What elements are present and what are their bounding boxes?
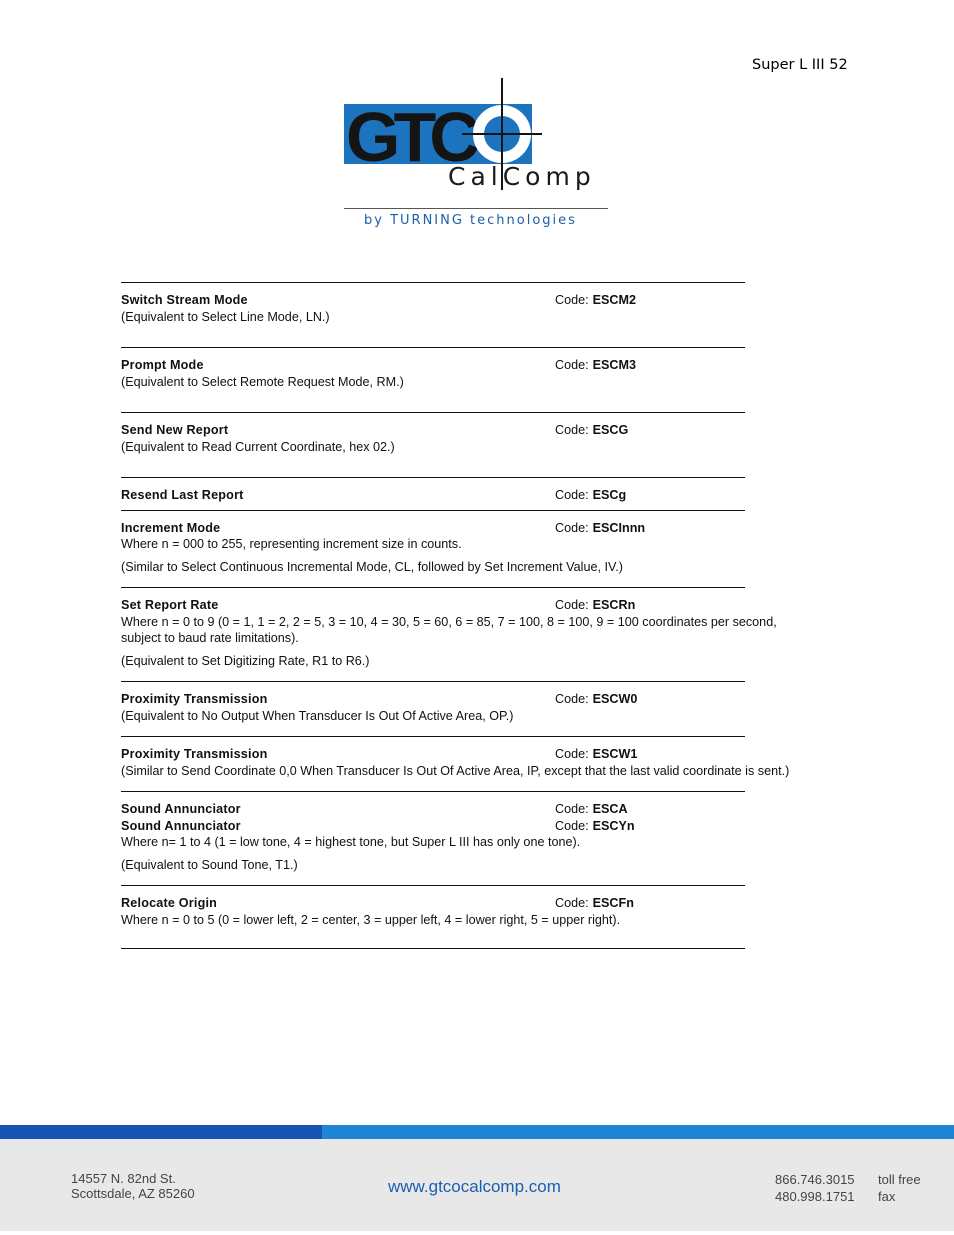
command-code bbox=[555, 691, 637, 708]
code-label: Code: bbox=[555, 293, 589, 307]
command-code bbox=[555, 487, 626, 504]
command-entry bbox=[121, 477, 745, 510]
command-code bbox=[555, 801, 628, 818]
code-label: Code: bbox=[555, 802, 589, 816]
code-value: ESCYn bbox=[592, 818, 635, 833]
code-value: ESCFn bbox=[592, 896, 634, 910]
command-description: Where n= 1 to 4 (1 = low tone, 4 = highest tone, but Super L III has only one tone). bbox=[121, 835, 581, 849]
command-description: Where n = 0 to 9 (0 = 1, 1 = 2, 2 = 5, 3 = 10, 4 = 30, 5 = 60, 6 = 85, 7 = 100, 8 = 100, 9 = 100 coordinates per second, subject to baud rate limitations). bbox=[121, 614, 777, 645]
command-entry bbox=[121, 510, 745, 588]
phone-number: 480.998.1751 bbox=[775, 1189, 855, 1204]
code-label: Code: bbox=[555, 423, 589, 437]
command-title: Switch Stream Mode bbox=[121, 293, 248, 307]
code-value: ESCInnn bbox=[592, 520, 646, 535]
command-description: Where n = 000 to 255, representing increment size in counts. bbox=[121, 537, 462, 551]
logo-divider bbox=[344, 208, 608, 209]
command-title: Increment Mode bbox=[121, 520, 221, 535]
code-label: Code: bbox=[555, 598, 589, 612]
command-description: (Equivalent to Set Digitizing Rate, R1 to R6.) bbox=[121, 653, 370, 668]
footer-panel bbox=[0, 1139, 954, 1231]
command-header-row bbox=[121, 818, 745, 835]
command-title: Proximity Transmission bbox=[121, 692, 268, 706]
command-title: Prompt Mode bbox=[121, 358, 204, 372]
command-title: Proximity Transmission bbox=[121, 747, 268, 761]
page-header: Super L III 52 bbox=[752, 57, 848, 73]
command-entry bbox=[121, 587, 777, 681]
code-value: ESCG bbox=[592, 423, 629, 437]
code-label: Code: bbox=[555, 488, 589, 502]
command-header-row bbox=[121, 746, 745, 763]
command-code bbox=[555, 597, 635, 614]
command-entry bbox=[121, 347, 745, 412]
command-header-row bbox=[121, 292, 745, 309]
command-title: Set Report Rate bbox=[121, 598, 219, 612]
command-header-row bbox=[121, 487, 745, 504]
command-entry bbox=[121, 736, 790, 791]
command-title: Relocate Origin bbox=[121, 896, 218, 910]
command-code bbox=[555, 357, 636, 374]
command-header-row bbox=[121, 801, 745, 818]
code-value: ESCRn bbox=[592, 598, 636, 612]
footer-phones bbox=[775, 1171, 935, 1205]
command-header-row bbox=[121, 520, 745, 537]
command-entry bbox=[121, 885, 745, 949]
command-title: Sound Annunciator bbox=[121, 818, 241, 833]
code-label: Code: bbox=[555, 692, 589, 706]
footer-address bbox=[71, 1171, 195, 1201]
code-label: Code: bbox=[555, 818, 589, 833]
command-title: Send New Report bbox=[121, 423, 229, 437]
command-code bbox=[555, 818, 635, 835]
code-value: ESCA bbox=[592, 802, 628, 816]
command-title: Sound Annunciator bbox=[121, 802, 241, 816]
phone-label: fax bbox=[878, 1189, 896, 1204]
command-header-row bbox=[121, 895, 745, 912]
command-description: (Equivalent to Select Line Mode, LN.) bbox=[121, 309, 330, 324]
phone-row bbox=[775, 1188, 935, 1205]
code-value: ESCW1 bbox=[592, 747, 638, 761]
code-label: Code: bbox=[555, 358, 589, 372]
code-label: Code: bbox=[555, 747, 589, 761]
command-code bbox=[555, 746, 637, 763]
logo-tagline: by TURNING technologies bbox=[364, 213, 577, 228]
command-entry bbox=[121, 681, 745, 736]
address-line: Scottsdale, AZ 85260 bbox=[71, 1186, 195, 1201]
crosshair-icon bbox=[344, 78, 614, 233]
command-code bbox=[555, 520, 645, 537]
footer-accent-bar bbox=[322, 1125, 954, 1139]
command-header-row bbox=[121, 357, 745, 374]
command-code bbox=[555, 292, 636, 309]
address-line: 14557 N. 82nd St. bbox=[71, 1171, 176, 1186]
code-label: Code: bbox=[555, 896, 589, 910]
command-entry bbox=[121, 412, 745, 477]
command-description: (Equivalent to Read Current Coordinate, hex 02.) bbox=[121, 439, 395, 454]
command-header-row bbox=[121, 597, 745, 614]
command-description: Where n = 0 to 5 (0 = lower left, 2 = center, 3 = upper left, 4 = lower right, 5 = upper right). bbox=[121, 912, 621, 927]
code-value: ESCW0 bbox=[592, 692, 638, 706]
phone-number: 866.746.3015 bbox=[775, 1172, 855, 1187]
code-value: ESCM2 bbox=[592, 293, 636, 307]
command-entry bbox=[121, 791, 745, 885]
code-label: Code: bbox=[555, 520, 589, 535]
command-code bbox=[555, 895, 634, 912]
phone-label: toll free bbox=[878, 1172, 921, 1187]
command-description: (Similar to Select Continuous Incremental Mode, CL, followed by Set Increment Value, IV.) bbox=[121, 559, 623, 574]
command-code bbox=[555, 422, 628, 439]
footer-accent-bar bbox=[0, 1125, 322, 1139]
command-description: (Equivalent to No Output When Transducer Is Out Of Active Area, OP.) bbox=[121, 708, 514, 723]
command-description: (Equivalent to Sound Tone, T1.) bbox=[121, 857, 298, 872]
gtco-calcomp-logo bbox=[344, 78, 614, 233]
command-entry bbox=[121, 282, 745, 347]
command-header-row bbox=[121, 691, 745, 708]
code-value: ESCM3 bbox=[592, 358, 636, 372]
logo-mark: GTC bbox=[346, 98, 473, 176]
website-link[interactable]: www.gtcocalcomp.com bbox=[388, 1177, 561, 1196]
command-description: (Equivalent to Select Remote Request Mode, RM.) bbox=[121, 374, 404, 389]
command-title: Resend Last Report bbox=[121, 488, 244, 502]
command-list bbox=[121, 282, 793, 949]
page-footer bbox=[0, 1125, 954, 1235]
code-value: ESCg bbox=[592, 488, 627, 502]
phone-row bbox=[775, 1171, 935, 1188]
command-description: (Similar to Send Coordinate 0,0 When Transducer Is Out Of Active Area, IP, except that the last valid coordinate is sent.) bbox=[121, 763, 790, 778]
command-header-row bbox=[121, 422, 745, 439]
logo-wordmark: CalComp bbox=[448, 162, 596, 191]
